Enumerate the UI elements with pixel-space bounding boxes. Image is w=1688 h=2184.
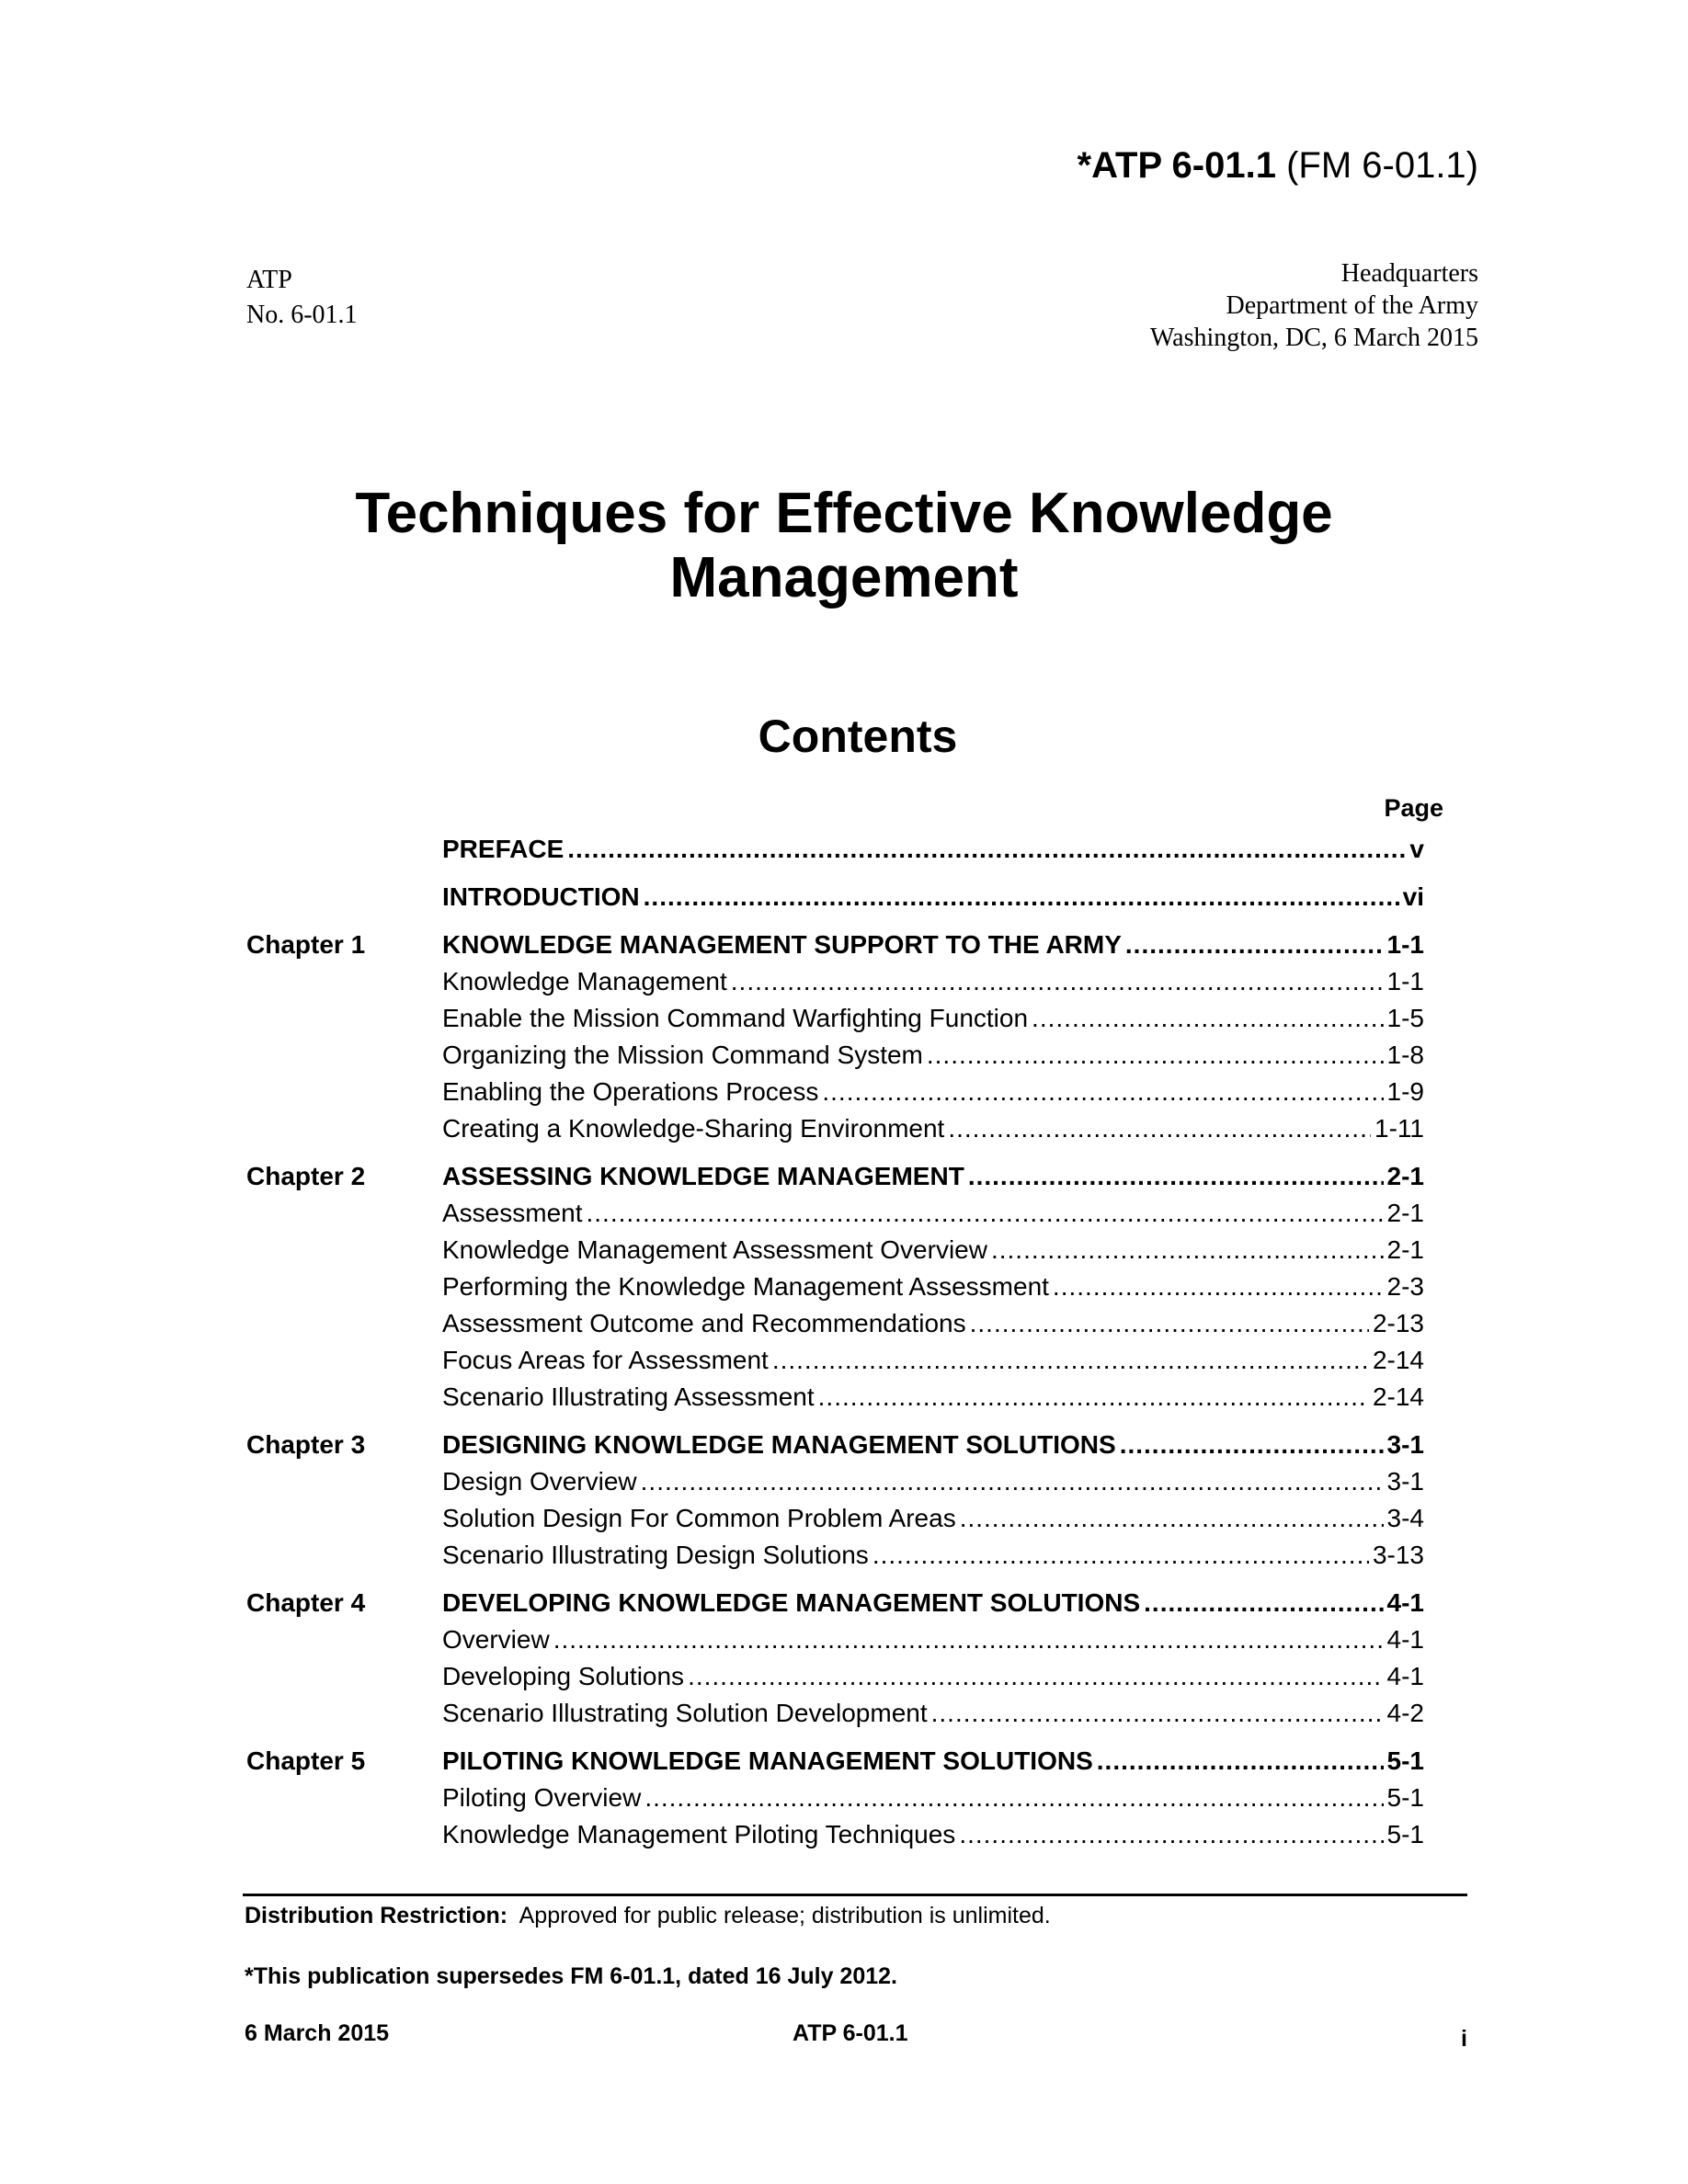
toc-entry-label: Scenario Illustrating Solution Development [442, 1699, 928, 1727]
leader-dots [970, 1309, 1369, 1338]
toc-chapter-entry[interactable] [442, 1588, 1424, 1618]
leader-dots [960, 1504, 1384, 1533]
footer-page-number: i [1461, 2026, 1467, 2052]
department-line: Department of the Army [1226, 291, 1478, 320]
toc-entry-label: Performing the Knowledge Management Assessment [442, 1272, 1049, 1301]
toc-entry-label: Scenario Illustrating Assessment [442, 1382, 815, 1411]
toc-section-entry[interactable] [442, 1199, 1424, 1228]
leader-dots [1032, 1004, 1383, 1033]
toc-entry-page: 5-1 [1386, 1820, 1424, 1848]
leader-dots [927, 1041, 1384, 1070]
toc-section-entry[interactable] [442, 1235, 1424, 1265]
distribution-restriction [245, 1903, 1051, 1929]
toc-chapter-entry[interactable] [442, 1430, 1424, 1460]
toc-entry-label: Knowledge Management Piloting Techniques [442, 1820, 956, 1848]
toc-section-entry[interactable] [442, 1504, 1424, 1533]
leader-dots [959, 1820, 1383, 1849]
toc-entry-page: 2-13 [1372, 1309, 1424, 1337]
leader-dots [641, 1467, 1384, 1496]
toc-entry-label: Knowledge Management Assessment Overview [442, 1235, 987, 1264]
contents-heading: Contents [758, 711, 958, 762]
toc-section-entry[interactable] [442, 1004, 1424, 1033]
toc-entry-page: 4-2 [1386, 1699, 1424, 1727]
toc-entry-page: 2-1 [1386, 1199, 1424, 1227]
toc-entry-label: Enable the Mission Command Warfighting Function [442, 1004, 1029, 1032]
toc-section-entry[interactable] [442, 1077, 1424, 1107]
toc-entry-label: PILOTING KNOWLEDGE MANAGEMENT SOLUTIONS [442, 1746, 1093, 1775]
toc-section-entry[interactable] [442, 1541, 1424, 1570]
leader-dots [553, 1625, 1384, 1655]
leader-dots [822, 1077, 1383, 1107]
toc-entry-page: 3-13 [1372, 1541, 1424, 1569]
title-line-1: Techniques for Effective Knowledge [355, 482, 1333, 545]
toc-entry-page: 1-1 [1386, 967, 1424, 995]
toc-entry-label: Knowledge Management [442, 967, 727, 995]
toc-entry-label: Focus Areas for Assessment [442, 1346, 769, 1374]
toc-entry-page: 2-14 [1372, 1346, 1424, 1374]
publication-number-block [246, 263, 358, 333]
document-title [0, 482, 1688, 610]
leader-dots [991, 1235, 1384, 1265]
toc-entry-page: 4-1 [1386, 1588, 1424, 1617]
toc-chapter-entry[interactable] [442, 930, 1424, 960]
toc-entry-page: 4-1 [1386, 1625, 1424, 1654]
toc-entry-label: Solution Design For Common Problem Areas [442, 1504, 956, 1532]
toc-section-entry[interactable] [442, 1114, 1424, 1143]
toc-entry-label: INTRODUCTION [442, 882, 640, 911]
toc-section-entry[interactable] [442, 1382, 1424, 1412]
chapter-label: Chapter 5 [246, 1746, 366, 1775]
toc-entry-page: 3-1 [1386, 1430, 1424, 1459]
leader-dots [1053, 1272, 1384, 1302]
chapter-label: Chapter 3 [246, 1430, 366, 1459]
leader-dots [948, 1114, 1371, 1143]
title-line-2: Management [669, 546, 1019, 609]
leader-dots [567, 835, 1406, 864]
footer-date: 6 March 2015 [245, 2020, 390, 2046]
toc-entry-page: 2-3 [1386, 1272, 1424, 1301]
toc-entry-page: 4-1 [1386, 1662, 1424, 1690]
toc-entry-label: Scenario Illustrating Design Solutions [442, 1541, 869, 1569]
supersedes-note: *This publication supersedes FM 6-01.1, dated 16 July 2012. [245, 1963, 897, 1989]
toc-entry-page: v [1409, 835, 1424, 863]
toc-section-entry[interactable] [442, 1346, 1424, 1375]
toc-section-entry[interactable] [442, 967, 1424, 996]
footer-divider [243, 1894, 1467, 1896]
location-date-line: Washington, DC, 6 March 2015 [1149, 324, 1478, 352]
leader-dots [931, 1699, 1384, 1728]
toc-entry-label: DEVELOPING KNOWLEDGE MANAGEMENT SOLUTIONS [442, 1588, 1141, 1617]
toc-section-entry[interactable] [442, 1662, 1424, 1691]
toc-entry-label: Assessment [442, 1199, 583, 1227]
leader-dots [644, 1783, 1383, 1813]
page-column-label: Page [1384, 794, 1443, 822]
toc-section-entry[interactable] [442, 1041, 1424, 1070]
publication-number: No. 6-01.1 [246, 301, 358, 329]
leader-dots [873, 1541, 1369, 1570]
leader-dots [1097, 1746, 1384, 1776]
leader-dots [1125, 930, 1384, 960]
issuing-authority-block [1150, 257, 1478, 354]
toc-section-entry[interactable] [442, 1783, 1424, 1813]
chapter-label: Chapter 2 [246, 1162, 366, 1190]
leader-dots [731, 967, 1384, 996]
toc-chapter-entry[interactable] [442, 1162, 1424, 1191]
toc-section-entry[interactable] [442, 1820, 1424, 1849]
publication-designation [1078, 145, 1478, 187]
distribution-text: Approved for public release; distribution is unlimited. [519, 1903, 1051, 1928]
toc-section-entry[interactable] [442, 1272, 1424, 1302]
toc-entry-label: ASSESSING KNOWLEDGE MANAGEMENT [442, 1162, 964, 1190]
distribution-label: Distribution Restriction: [245, 1903, 508, 1928]
toc-chapter-entry[interactable] [442, 1746, 1424, 1776]
toc-entry-label: Design Overview [442, 1467, 637, 1496]
toc-entry-page: 3-4 [1386, 1504, 1424, 1532]
toc-section-entry[interactable] [442, 1699, 1424, 1728]
toc-entry-introduction[interactable] [442, 882, 1424, 912]
toc-section-entry[interactable] [442, 1309, 1424, 1338]
toc-entry-label: Organizing the Mission Command System [442, 1041, 923, 1069]
toc-entry-page: 3-1 [1386, 1467, 1424, 1496]
toc-entry-page: 2-1 [1386, 1162, 1424, 1190]
toc-entry-label: PREFACE [442, 835, 565, 863]
chapter-label: Chapter 1 [246, 930, 366, 959]
toc-entry-preface[interactable] [442, 835, 1424, 864]
toc-section-entry[interactable] [442, 1625, 1424, 1655]
toc-entry-page: 1-8 [1386, 1041, 1424, 1069]
leader-dots [688, 1662, 1383, 1691]
leader-dots [1120, 1430, 1384, 1460]
leader-dots [587, 1199, 1384, 1228]
publication-type: ATP [246, 266, 292, 294]
toc-entry-page: 2-14 [1372, 1382, 1424, 1411]
toc-entry-page: 1-1 [1386, 930, 1424, 959]
leader-dots [644, 882, 1399, 912]
headquarters-line: Headquarters [1340, 259, 1478, 288]
toc-entry-page: 1-11 [1374, 1114, 1424, 1143]
designation-superseded: (FM 6-01.1) [1275, 145, 1478, 186]
toc-section-entry[interactable] [442, 1467, 1424, 1496]
leader-dots [1144, 1588, 1383, 1618]
toc-entry-label: KNOWLEDGE MANAGEMENT SUPPORT TO THE ARMY [442, 930, 1122, 959]
toc-entry-label: DESIGNING KNOWLEDGE MANAGEMENT SOLUTIONS [442, 1430, 1116, 1459]
toc-entry-label: Creating a Knowledge-Sharing Environment [442, 1114, 945, 1143]
toc-entry-label: Developing Solutions [442, 1662, 685, 1690]
toc-entry-page: 2-1 [1386, 1235, 1424, 1264]
designation-number: *ATP 6-01.1 [1077, 145, 1276, 186]
footer-publication: ATP 6-01.1 [793, 2020, 908, 2046]
toc-entry-label: Assessment Outcome and Recommendations [442, 1309, 966, 1337]
leader-dots [772, 1346, 1369, 1375]
toc-entry-page: 5-1 [1386, 1783, 1424, 1812]
toc-entry-label: Piloting Overview [442, 1783, 642, 1812]
toc-entry-page: 1-9 [1386, 1077, 1424, 1106]
leader-dots [818, 1382, 1369, 1412]
toc-entry-page: 1-5 [1386, 1004, 1424, 1032]
toc-entry-page: 5-1 [1386, 1746, 1424, 1775]
toc-entry-label: Enabling the Operations Process [442, 1077, 819, 1106]
toc-entry-page: vi [1402, 882, 1424, 911]
chapter-label: Chapter 4 [246, 1588, 366, 1617]
leader-dots [968, 1162, 1384, 1191]
toc-entry-label: Overview [442, 1625, 550, 1654]
